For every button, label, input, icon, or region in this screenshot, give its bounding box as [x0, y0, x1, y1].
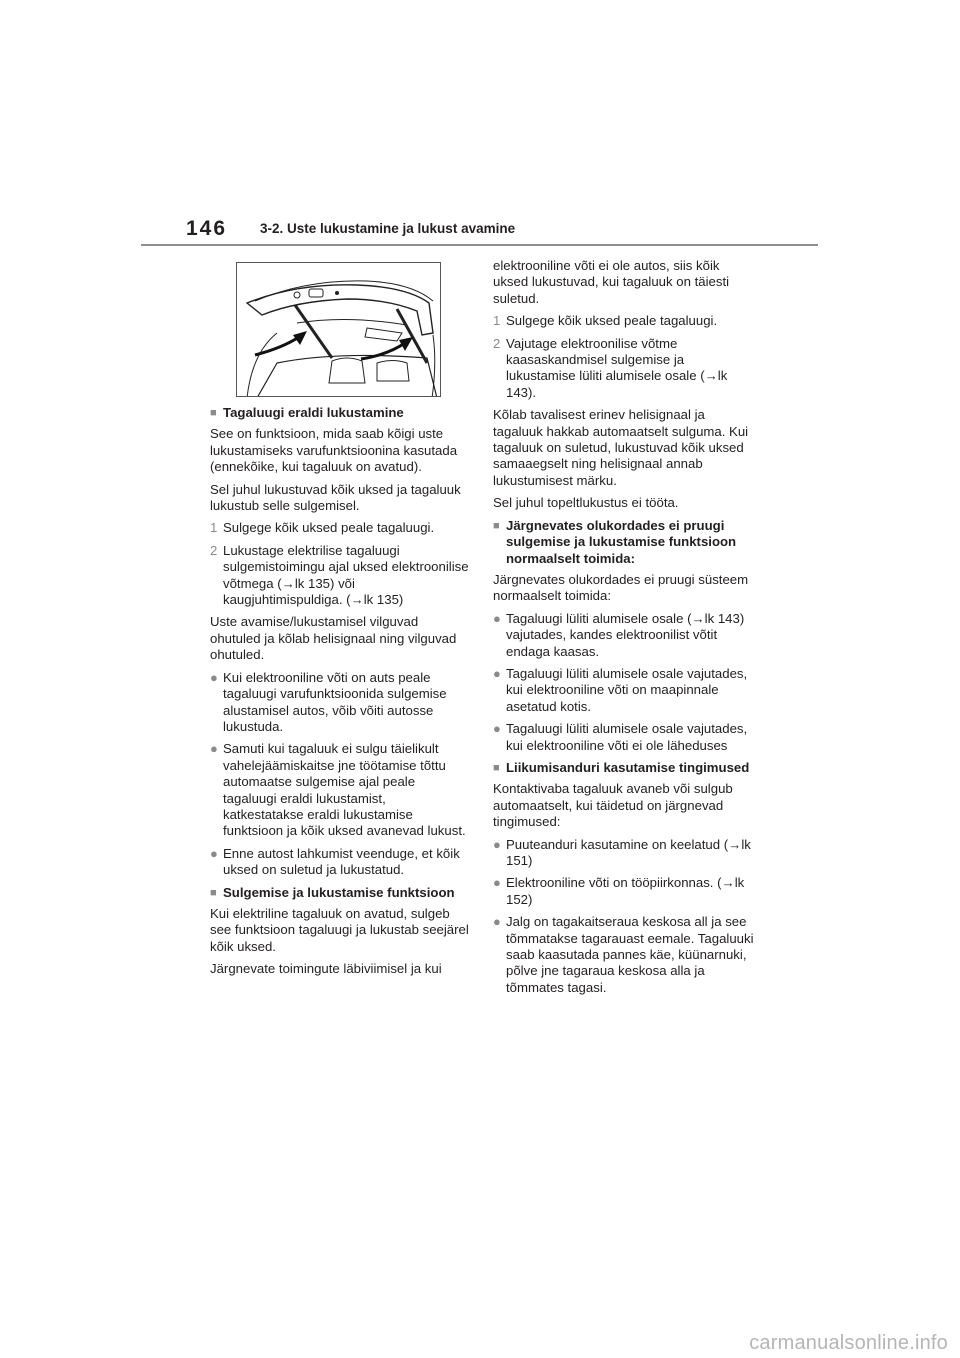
bullet-dot-icon: ●: [210, 845, 218, 861]
paragraph: Sel juhul lukustuvad kõik uksed ja tagaluuk lukustub selle sulgemisel.: [210, 481, 461, 514]
bullet-item: ● Elektrooniline võti on tööpiirkonnas. (→lk 152): [493, 875, 745, 907]
tailgate-illustration: [236, 262, 441, 397]
bullet-dot-icon: ●: [493, 914, 501, 930]
right-column: [493, 258, 755, 1002]
heading-may-not-work: ■ Järgnevates olukordades ei pruugi sulgemise ja lukustamise funktsioon normaalselt toimida:: [493, 517, 737, 566]
bullet-dot-icon: ●: [493, 610, 501, 626]
heading-close-and-lock: ■ Sulgemise ja lukustamise funktsioon: [210, 884, 455, 900]
paragraph: Kontaktivaba tagaluuk avaneb või sulgub automaatselt, kui täidetud on järgnevad tingimused:: [493, 781, 733, 830]
paragraph: Järgnevates olukordades ei pruugi süsteem normaalselt toimida:: [493, 571, 749, 604]
bullet-item: ● Puuteanduri kasutamine on keelatud (→lk 151): [493, 836, 751, 868]
square-bullet-icon: ■: [493, 761, 500, 774]
bullet-dot-icon: ●: [210, 741, 218, 757]
step-2: 2 Vajutage elektroonilise võtme kaasaskandmisel sulgemise ja lukustamise lüliti alumisele osale (→lk 143).: [493, 335, 728, 400]
section-title: 3-2. Uste lukustamine ja lukust avamine: [260, 221, 516, 236]
paragraph: Kõlab tavalisest erinev helisignaal ja tagaluuk hakkab automaatselt sulguma. Kui tagaluuk on suletud, lukustuvad kõik uksed samaaegselt ning helisignaal annab lukustumisest märku.: [493, 407, 749, 488]
paragraph: elektrooniline võti ei ole autos, siis kõik uksed lukustuvad, kui tagaluuk on täiesti suletud.: [493, 258, 730, 306]
page-number: 146: [186, 217, 228, 240]
header-divider: [141, 244, 818, 246]
bullet-item: ● Samuti kui tagaluuk ei sulgu täielikult vahelejäämiskaitse jne töötamise tõttu automaatse sulgemise ajal peale tagaluugi eraldi lukustamist, katkestatakse eraldi lukustamise funktsioon ja kõik uksed avanevad lukust.: [210, 741, 466, 839]
square-bullet-icon: ■: [210, 407, 217, 419]
bullet-dot-icon: ●: [493, 875, 501, 891]
bullet-item: ● Jalg on tagakaitseraua keskosa all ja see tõmmatakse tagarauast eemale. Tagaluuki saab kaasutada pannes käe, küünarnuki, põlve jne tagaraua keskosa alla ja tõmmates tagasi.: [493, 914, 754, 995]
site-watermark: carmanualsonline.info: [749, 1332, 948, 1354]
paragraph: Sel juhul topeltlukustus ei tööta.: [493, 495, 679, 511]
bullet-item: ● Kui elektrooniline võti on auts peale tagaluugi varufunktsioonida sulgemise alustamisel autos, võib võiti autosse lukustuda.: [210, 669, 447, 734]
bullet-dot-icon: ●: [210, 669, 218, 685]
paragraph: See on funktsioon, mida saab kõigi uste lukustamiseks varufunktsioonina kasutada (ennekõike, kui tagaluuk on avatud).: [210, 426, 458, 475]
heading-motion-sensor: ■ Liikumisanduri kasutamise tingimused: [493, 759, 750, 775]
step-1: 1 Sulgege kõik uksed peale tagaluugi.: [210, 520, 435, 536]
bullet-dot-icon: ●: [493, 721, 501, 737]
bullet-dot-icon: ●: [493, 665, 501, 681]
bullet-item: ● Tagaluugi lüliti alumisele osale vajutades, kui elektrooniline võti on maapinnale asetatud kotis.: [493, 665, 748, 714]
tailgate-drawing: [237, 263, 441, 397]
paragraph: Kui elektriline tagaluuk on avatud, sulgeb see funktsioon tagaluugi ja lukustab seejärel kõik uksed.: [210, 905, 469, 954]
bullet-dot-icon: ●: [493, 836, 501, 852]
bullet-item: ● Tagaluugi lüliti alumisele osale vajutades, kui elektrooniline võti ei ole läheduses: [493, 721, 748, 753]
left-column: [210, 405, 470, 984]
bullet-item: ● Tagaluugi lüliti alumisele osale (→lk 143) vajutades, kandes elektroonilist võtit endaga kaasas.: [493, 610, 745, 659]
heading-separate-locking: ■ Tagaluugi eraldi lukustamine: [210, 405, 404, 420]
bullet-item: ● Enne autost lahkumist veenduge, et kõik uksed on suletud ja lukustatud.: [210, 845, 460, 878]
paragraph: Järgnevate toimingute läbiviimisel ja kui: [210, 961, 442, 977]
paragraph: Uste avamise/lukustamisel vilguvad ohutuled ja kõlab helisignaal ning vilguvad ohutuled.: [210, 614, 457, 663]
step-1: 1 Sulgege kõik uksed peale tagaluugi.: [493, 313, 718, 329]
step-2: 2 Lukustage elektrilise tagaluugi sulgemistoimingu ajal uksed elektroonilise võtmega (→lk 135) või kaugjuhtimispuldiga. (→lk 135): [210, 542, 469, 608]
square-bullet-icon: ■: [493, 519, 500, 532]
square-bullet-icon: ■: [210, 886, 217, 899]
